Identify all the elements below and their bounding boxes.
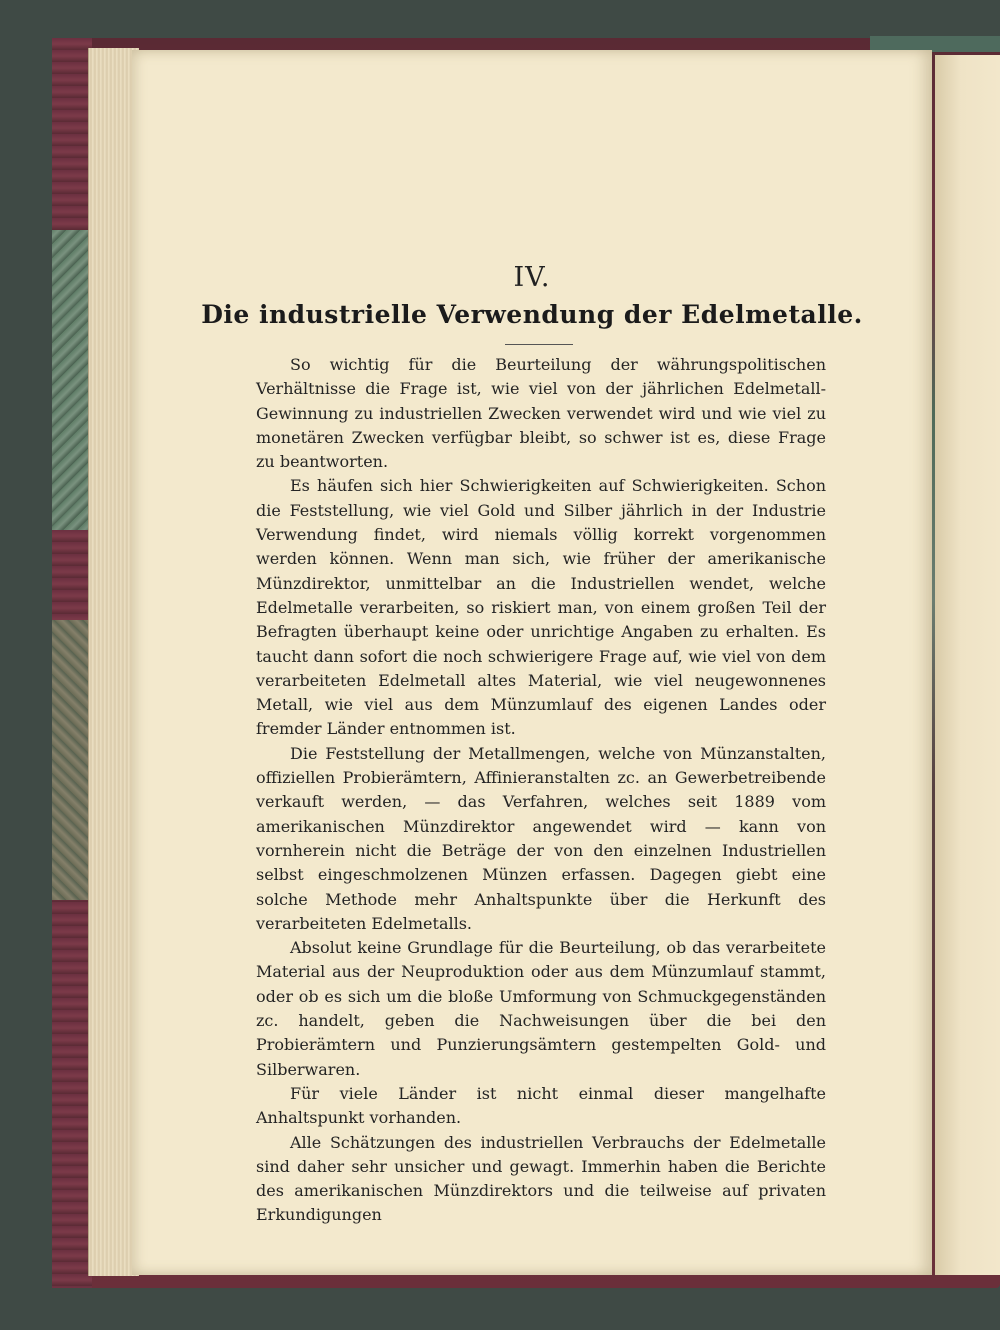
paragraph-1: So wichtig für die Beurteilung der währungspolitischen Verhältnisse die Frage ist, wie viel von der jährlichen Edelmetall-Gewinnung zu industriellen Zwecken verwendet wird und wie viel zu monetären Zwecken verfügbar bleibt, so schwer ist es, diese Frage zu beantworten. xyxy=(256,355,826,472)
paragraph-3: Die Feststellung der Metallmengen, welche von Münzanstalten, offiziellen Probierämtern, Affinieranstalten zc. an Gewerbetreibende verkauft werden, — das Verfahren, welches seit 1889 vom amerikanischen Münzdirektor angewendet wird — kann von vornherein nicht die Beträge der von den einzelnen Industriellen selbst eingeschmolzenen Münzen erfassen. Dagegen giebt eine solche Methode mehr Anhaltspunkte über die Herkunft des verarbeiteten Edelmetalls. xyxy=(256,743,826,933)
chapter-body xyxy=(256,353,826,1228)
paragraph-2: Es häufen sich hier Schwierigkeiten auf Schwierigkeiten. Schon die Feststellung, wie viel Gold und Silber jährlich in der Industrie Verwendung findet, wird niemals völlig korrekt vorgenommen werden können. Wenn man sich, wie früher der amerikanische Münzdirektor, unmittelbar an die Industriellen wendet, welche Edelmetalle verarbeiten, so riskiert man, von einem großen Teil der Befragten überhaupt keine oder unrichtige Angaben zu erhalten. Es taucht dann sofort die noch schwierigere Frage auf, wie viel von dem verarbeiteten Edelmetall altes Material, wie viel neugewonnenes Metall, wie viel aus dem Münzumlauf des eigenen Landes oder fremder Länder entnommen ist. xyxy=(256,476,826,739)
title-divider xyxy=(505,344,573,345)
paragraph-5: Für viele Länder ist nicht einmal dieser mangelhafte Anhaltspunkt vorhanden. xyxy=(256,1083,826,1128)
paragraph-6: Alle Schätzungen des industriellen Verbrauchs der Edelmetalle sind daher sehr unsicher und gewagt. Immerhin haben die Berichte des amerikanischen Münzdirektors und die teilweise auf privaten Erkundigungen xyxy=(256,1132,826,1225)
paragraph-4: Absolut keine Grundlage für die Beurteilung, ob das verarbeitete Material aus der Neuproduktion oder aus dem Münzumlauf stammt, oder ob es sich um die bloße Umformung von Schmuckgegenständen zc. handelt, geben die Nachweisungen über die bei den Probierämtern und Punzierungsämtern gestempelten Gold- und Silberwaren. xyxy=(256,938,826,1079)
marbled-cover-section-lower xyxy=(52,620,92,900)
chapter-number: IV. xyxy=(513,262,551,293)
facing-page-edge xyxy=(935,55,1000,1275)
marbled-cover-section xyxy=(52,230,92,530)
chapter-title: Die industrielle Verwendung der Edelmetalle. xyxy=(201,300,863,329)
